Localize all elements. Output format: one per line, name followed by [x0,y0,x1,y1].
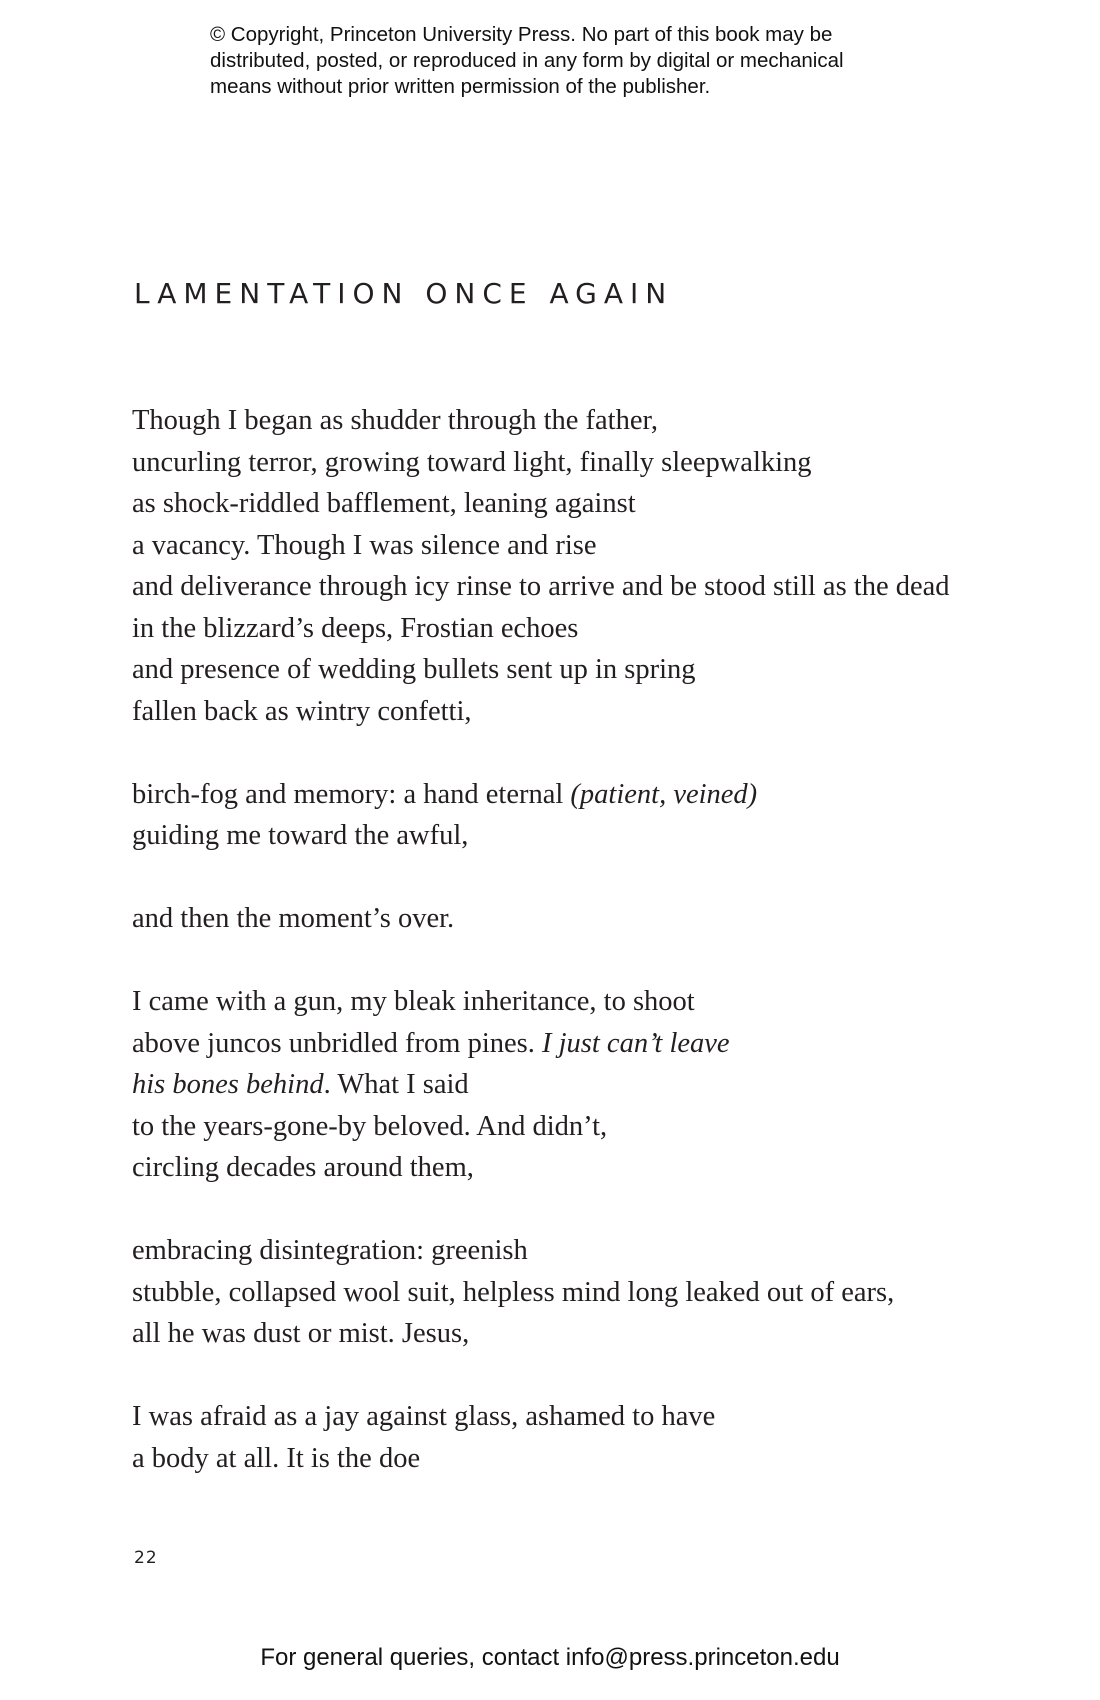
poem-line-italic: (patient, veined) [570,778,758,810]
stanza-3 [132,898,1032,940]
copyright-line: © Copyright, Princeton University Press. No part of this book may be [210,23,833,46]
copyright-notice [210,22,930,100]
poem-line: as shock-riddled bafflement, leaning against [132,488,636,519]
poem-line-italic: I just can’t leave [542,1027,730,1059]
poem-line: fallen back as wintry confetti, [132,695,472,727]
poem-line: I was afraid as a jay against glass, ashamed to have [132,1401,716,1432]
stanza-6 [132,1396,1032,1479]
stanza-2 [132,774,1032,857]
poem-line: and then the moment’s over. [132,903,455,934]
copyright-line: means without prior written permission of the publisher. [210,75,711,98]
poem-line [132,1064,1032,1106]
poem-line: and deliverance through icy rinse to arrive and be stood still as the dead [132,571,950,602]
poem-line [132,774,1032,816]
copyright-line: distributed, posted, or reproduced in any form by digital or mechanical [210,49,844,72]
poem-line: stubble, collapsed wool suit, helpless mind long leaked out of ears, [132,1276,895,1308]
poem-line: I came with a gun, my bleak inheritance, to shoot [132,986,695,1017]
poem-line-italic: his bones behind [132,1069,324,1100]
poem-line: embracing disintegration: greenish [132,1235,528,1266]
poem-line: guiding me toward the awful, [132,820,469,851]
poem-line: to the years-gone-by beloved. And didn’t, [132,1110,608,1142]
poem-line [132,1023,1032,1065]
stanza-4 [132,981,1032,1189]
poem-line: all he was dust or mist. Jesus, [132,1318,470,1349]
poem-line-roman: above juncos unbridled from pines. [132,1027,542,1059]
poem-line: a vacancy. Though I was silence and rise [132,529,597,561]
footer-contact: For general queries, contact info@press.princeton.edu [260,1644,840,1671]
stanza-5 [132,1230,1032,1355]
poem-line: a body at all. It is the doe [132,1442,421,1474]
poem-line-roman: . What I said [323,1069,469,1100]
poem-title: LAMENTATION ONCE AGAIN [134,277,674,310]
poem-line: circling decades around them, [132,1152,474,1183]
poem-line: in the blizzard’s deeps, Frostian echoes [132,612,579,644]
stanza-1 [132,400,1032,732]
poem-line: Though I began as shudder through the father, [132,405,658,436]
poem-body [132,400,1032,1521]
poem-line: and presence of wedding bullets sent up in spring [132,654,696,685]
page-number: 22 [134,1548,158,1568]
poem-line-roman: birch-fog and memory: a hand eternal [132,778,571,810]
poem-line: uncurling terror, growing toward light, finally sleepwalking [132,446,812,478]
